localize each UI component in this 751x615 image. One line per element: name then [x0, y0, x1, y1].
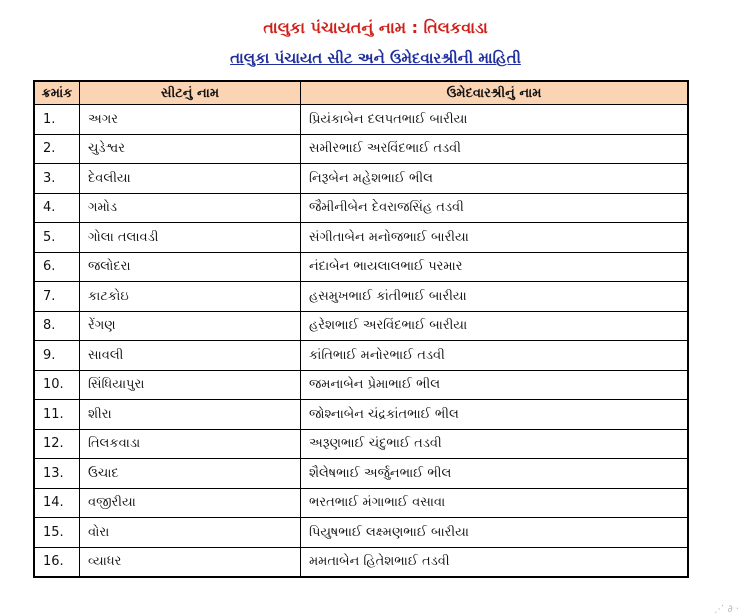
seat-name-cell: ગોલા તલાવડી — [80, 223, 301, 253]
page-title: તાલુકા પંચાયતનું નામ : તિલકવાડા — [263, 18, 488, 37]
seat-name-cell: રેંગણ — [80, 311, 301, 341]
seat-name-cell: વજીરીયા — [80, 488, 301, 518]
candidate-name-cell: હસમુખભાઈ કાંતીભાઈ બારીયા — [301, 282, 689, 312]
table-body — [34, 105, 688, 578]
table-row — [34, 459, 688, 489]
candidate-name-cell: સમીરભાઈ અરવિંદભાઈ તડવી — [301, 134, 689, 164]
serial-cell: 14. — [34, 488, 80, 518]
seat-name-cell: વ્યાધર — [80, 547, 301, 577]
table-row — [34, 252, 688, 282]
serial-cell: 9. — [34, 341, 80, 371]
candidate-name-cell: ભરતભાઈ મંગાભાઈ વસાવા — [301, 488, 689, 518]
candidate-name-cell: સંગીતાબેન મનોજભાઈ બારીયા — [301, 223, 689, 253]
candidate-name-cell: મમતાબેન હિતેશભાઈ તડવી — [301, 547, 689, 577]
candidate-name-cell: જમનાબેન પ્રેમાભાઈ ભીલ — [301, 370, 689, 400]
serial-cell: 1. — [34, 105, 80, 135]
seat-name-cell: ગમોડ — [80, 193, 301, 223]
seat-name-cell: શીરા — [80, 400, 301, 430]
seat-name-cell: દેવલીયા — [80, 164, 301, 194]
serial-cell: 6. — [34, 252, 80, 282]
seat-name-cell: ચુડેશ્વર — [80, 134, 301, 164]
table-row — [34, 193, 688, 223]
table-row — [34, 518, 688, 548]
serial-cell: 3. — [34, 164, 80, 194]
serial-cell: 2. — [34, 134, 80, 164]
table-row — [34, 134, 688, 164]
table-row — [34, 282, 688, 312]
table-row — [34, 105, 688, 135]
table-row — [34, 547, 688, 577]
table-row — [34, 370, 688, 400]
table-row — [34, 341, 688, 371]
column-header-candidate: ઉમેદવારશ્રીનું નામ — [301, 81, 689, 105]
serial-cell: 5. — [34, 223, 80, 253]
serial-cell: 15. — [34, 518, 80, 548]
candidate-name-cell: નિરૂબેન મહેશભાઈ ભીલ — [301, 164, 689, 194]
table-row — [34, 400, 688, 430]
candidate-name-cell: નંદાબેન ભાયલાલભાઈ પરમાર — [301, 252, 689, 282]
candidate-name-cell: જૈમીનીબેન દેવરાજસિંહ તડવી — [301, 193, 689, 223]
serial-cell: 12. — [34, 429, 80, 459]
candidate-name-cell: પિયુષભાઈ લક્ષ્મણભાઈ બારીયા — [301, 518, 689, 548]
serial-cell: 16. — [34, 547, 80, 577]
column-header-serial: ક્રમાંક — [34, 81, 80, 105]
serial-cell: 11. — [34, 400, 80, 430]
candidate-name-cell: શૈલેષભાઈ અર્જુનભાઈ ભીલ — [301, 459, 689, 489]
seat-name-cell: ઉચાદ — [80, 459, 301, 489]
page-subtitle: તાલુકા પંચાયત સીટ અને ઉમેદવારશ્રીની માહિતી — [230, 49, 521, 67]
table-row — [34, 223, 688, 253]
candidate-name-cell: હરેશભાઈ અરવિંદભાઈ બારીયા — [301, 311, 689, 341]
serial-cell: 13. — [34, 459, 80, 489]
seat-name-cell: સાવલી — [80, 341, 301, 371]
table-row — [34, 488, 688, 518]
watermark-mark: ⋰ ∂ · — [714, 604, 739, 615]
candidates-table — [33, 80, 689, 578]
seat-name-cell: કાટકોઇ — [80, 282, 301, 312]
candidate-name-cell: અરૂણભાઈ ચંદુભાઈ તડવી — [301, 429, 689, 459]
candidate-name-cell: પ્રિયંકાબેન દલપતભાઈ બારીયા — [301, 105, 689, 135]
table-row — [34, 429, 688, 459]
candidate-name-cell: જોશ્નાબેન ચંદ્રકાંતભાઈ ભીલ — [301, 400, 689, 430]
seat-name-cell: જલોદરા — [80, 252, 301, 282]
serial-cell: 7. — [34, 282, 80, 312]
seat-name-cell: તિલકવાડા — [80, 429, 301, 459]
seat-name-cell: સિંધિયાપુરા — [80, 370, 301, 400]
serial-cell: 10. — [34, 370, 80, 400]
seat-name-cell: વોરા — [80, 518, 301, 548]
column-header-seat: સીટનું નામ — [80, 81, 301, 105]
serial-cell: 4. — [34, 193, 80, 223]
serial-cell: 8. — [34, 311, 80, 341]
seat-name-cell: અગર — [80, 105, 301, 135]
table-header-row — [34, 81, 688, 105]
candidate-name-cell: કાંતિભાઈ મનોરભાઈ તડવી — [301, 341, 689, 371]
table-row — [34, 311, 688, 341]
table-row — [34, 164, 688, 194]
